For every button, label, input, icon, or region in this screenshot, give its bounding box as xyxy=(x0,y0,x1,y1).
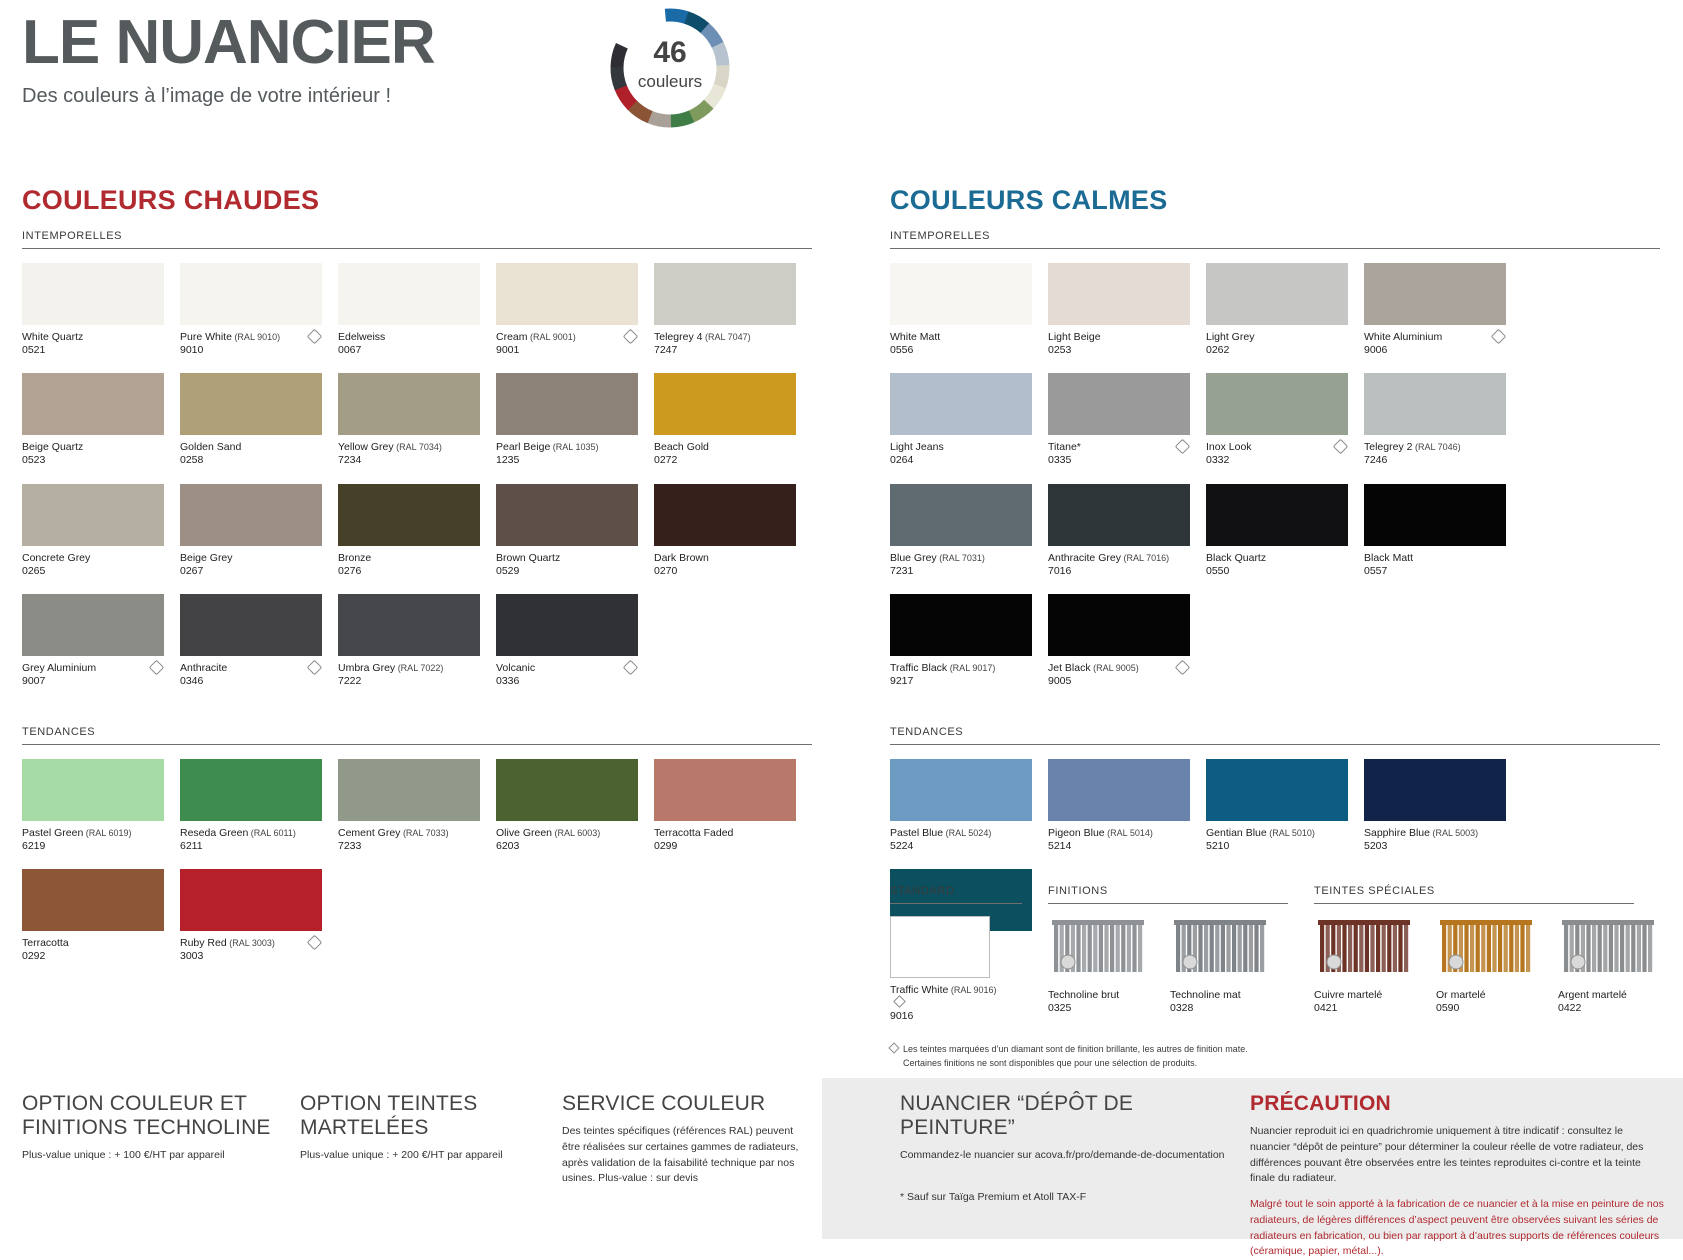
color-ral: (RAL 7034) xyxy=(393,442,442,453)
color-swatch xyxy=(1206,484,1348,546)
color-swatch-cell xyxy=(890,484,1048,578)
color-swatch xyxy=(180,263,322,325)
color-swatch-cell xyxy=(338,759,496,853)
precaution-title: PRÉCAUTION xyxy=(1250,1092,1391,1115)
color-ral: (RAL 5010) xyxy=(1266,828,1315,838)
color-swatch-cell xyxy=(1048,263,1206,357)
color-swatch-cell xyxy=(1048,759,1206,853)
color-code: 7247 xyxy=(654,344,678,357)
color-swatch xyxy=(1048,263,1190,325)
color-code: 0557 xyxy=(1364,564,1388,577)
color-swatch-cell xyxy=(180,263,338,357)
standard-title: STANDARD xyxy=(890,885,1022,904)
color-swatch-cell xyxy=(1048,484,1206,578)
color-swatch-cell xyxy=(180,373,338,467)
warm-colors-column xyxy=(22,185,812,980)
color-name: Telegrey 2 (RAL 7046) xyxy=(1364,441,1461,454)
precaution-text: Nuancier reproduit ici en quadrichromie uniquement à titre indicatif : consultez le nuancier “dépôt de peinture” pour déterminer la couleur réelle de votre radiateur, des différences pouvant être observées entre les teintes reproduites ci-contre et la teinte finale du radiateur. xyxy=(1250,1125,1644,1185)
color-code: 0421 xyxy=(1314,1002,1338,1015)
color-code: 0556 xyxy=(890,344,914,357)
option-teintes-text: Plus-value unique : + 200 €/HT par appareil xyxy=(300,1149,503,1162)
color-name: Beige Quartz xyxy=(22,441,84,454)
color-swatch-cell xyxy=(22,373,180,467)
color-name: Light Grey xyxy=(1206,331,1255,343)
color-code: 9006 xyxy=(1364,344,1388,357)
color-name: Dark Brown xyxy=(654,551,709,564)
color-swatch xyxy=(22,759,164,821)
color-name: Gentian Blue (RAL 5010) xyxy=(1206,827,1315,839)
page-title: LE NUANCIER xyxy=(22,8,435,77)
nuancier-depot-block xyxy=(900,1092,1230,1206)
option-couleur-block xyxy=(22,1092,272,1164)
color-ral: (RAL 7022) xyxy=(395,662,444,673)
color-code: 7234 xyxy=(338,454,362,467)
teintes-speciales-items xyxy=(1314,916,1634,1015)
color-code: 9016 xyxy=(890,1010,914,1023)
option-couleur-title: OPTION COULEUR ET FINITIONS TECHNOLINE xyxy=(22,1092,271,1140)
color-name: Argent martelé xyxy=(1558,989,1627,1001)
radiator-icon xyxy=(1558,916,1658,978)
color-swatch-cell xyxy=(22,759,180,853)
color-name: Olive Green (RAL 6003) xyxy=(496,827,601,839)
warm-colors-title: COULEURS CHAUDES xyxy=(22,185,320,215)
calm-colors-column xyxy=(890,185,1660,980)
finish-item xyxy=(1436,916,1546,1015)
color-name: Inox Look xyxy=(1206,441,1252,454)
color-ral: (RAL 5024) xyxy=(943,828,992,838)
color-swatch-cell xyxy=(890,373,1048,467)
color-swatch xyxy=(1364,484,1506,546)
color-name: Technoline mat xyxy=(1170,989,1241,1001)
color-name: Edelweiss xyxy=(338,331,386,343)
calm-timeless-label: INTEMPORELLES xyxy=(890,230,1660,249)
color-name: Blue Grey (RAL 7031) xyxy=(890,551,985,564)
color-name: Jet Black (RAL 9005) xyxy=(1048,661,1139,674)
badge-label: couleurs xyxy=(637,72,703,91)
page-subtitle: Des couleurs à l’image de votre intérieur ! xyxy=(22,85,392,108)
color-ral: (RAL 9001) xyxy=(527,332,576,342)
color-name: Volcanic xyxy=(496,661,536,674)
color-code: 0529 xyxy=(496,564,520,577)
finish-footnote xyxy=(890,1043,1650,1070)
color-swatch-cell xyxy=(22,594,180,688)
color-swatch-cell xyxy=(1048,373,1206,467)
footnote-line-1: Les teintes marquées d’un diamant sont de finition brillante, les autres de finition mate. xyxy=(903,1044,1248,1054)
finitions-title: FINITIONS xyxy=(1048,885,1288,904)
color-name: Black Quartz xyxy=(1206,551,1267,564)
color-swatch xyxy=(654,484,796,546)
color-swatch-cell xyxy=(1048,594,1206,688)
color-code: 7231 xyxy=(890,564,914,577)
color-name: Concrete Grey xyxy=(22,551,91,564)
color-name: Grey Aluminium xyxy=(22,661,97,674)
color-code: 0590 xyxy=(1436,1002,1460,1015)
color-name: Brown Quartz xyxy=(496,551,561,564)
color-swatch-cell xyxy=(654,263,812,357)
color-swatch-cell xyxy=(654,484,812,578)
service-couleur-title: SERVICE COULEUR xyxy=(562,1092,766,1115)
color-name: Pastel Blue (RAL 5024) xyxy=(890,827,992,839)
color-name: Beach Gold xyxy=(654,441,709,454)
color-name: Sapphire Blue (RAL 5003) xyxy=(1364,827,1479,839)
color-name: Terracotta xyxy=(22,937,69,950)
color-swatch xyxy=(22,869,164,931)
color-swatch xyxy=(1048,484,1190,546)
color-ral: (RAL 6003) xyxy=(552,828,601,838)
nuancier-depot-title: NUANCIER “DÉPÔT DE PEINTURE” xyxy=(900,1092,1134,1140)
color-name: Bronze xyxy=(338,551,372,564)
color-swatch xyxy=(1048,759,1190,821)
color-swatch xyxy=(338,594,480,656)
color-swatch xyxy=(180,759,322,821)
color-swatch xyxy=(890,759,1032,821)
color-code: 0346 xyxy=(180,674,204,687)
color-code: 1235 xyxy=(496,454,520,467)
color-swatch-cell xyxy=(496,759,654,853)
color-code: 9005 xyxy=(1048,674,1072,687)
color-swatch-cell xyxy=(1364,484,1522,578)
color-swatch xyxy=(22,594,164,656)
color-swatch-cell xyxy=(496,594,654,688)
color-code: 0267 xyxy=(180,564,204,577)
color-code: 5214 xyxy=(1048,840,1072,853)
calm-timeless-grid xyxy=(890,263,1660,704)
color-ral: (RAL 7031) xyxy=(936,552,985,563)
color-swatch xyxy=(1364,759,1506,821)
option-teintes-title: OPTION TEINTES MARTELÉES xyxy=(300,1092,478,1140)
option-couleur-text: Plus-value unique : + 100 €/HT par appareil xyxy=(22,1149,225,1162)
color-ral: (RAL 7046) xyxy=(1412,442,1461,453)
color-name: Pigeon Blue (RAL 5014) xyxy=(1048,827,1153,839)
radiator-icon xyxy=(1314,916,1414,978)
color-swatch-cell xyxy=(180,484,338,578)
color-name: Traffic Black (RAL 9017) xyxy=(890,661,996,674)
color-name: Ruby Red (RAL 3003) xyxy=(180,937,275,950)
color-swatch xyxy=(1206,373,1348,435)
color-swatch-cell xyxy=(890,594,1048,688)
color-swatch xyxy=(1206,263,1348,325)
color-name: Pastel Green (RAL 6019) xyxy=(22,827,132,839)
color-ral: (RAL 5003) xyxy=(1429,828,1479,838)
color-name: Umbra Grey (RAL 7022) xyxy=(338,661,444,674)
color-swatch xyxy=(890,594,1032,656)
color-code: 3003 xyxy=(180,950,204,963)
footnote-line-2: Certaines finitions ne sont disponibles que pour une sélection de produits. xyxy=(903,1057,1198,1068)
radiator-icon xyxy=(1048,916,1148,978)
color-ral: (RAL 9016) xyxy=(948,985,997,995)
color-swatch-cell xyxy=(496,373,654,467)
color-swatch xyxy=(654,263,796,325)
finish-item xyxy=(890,916,1000,1023)
color-name: Pure White (RAL 9010) xyxy=(180,331,281,343)
color-name: Reseda Green (RAL 6011) xyxy=(180,827,296,839)
color-code: 0262 xyxy=(1206,344,1230,357)
gloss-diamond-icon xyxy=(893,995,906,1008)
bottom-bar xyxy=(0,1078,1683,1258)
color-ral: (RAL 7033) xyxy=(400,828,449,838)
color-name: Cement Grey (RAL 7033) xyxy=(338,827,449,839)
color-swatch xyxy=(1048,373,1190,435)
standard-block xyxy=(890,885,1022,1023)
color-name: Black Matt xyxy=(1364,551,1414,564)
color-name: Technoline brut xyxy=(1048,989,1120,1001)
color-swatch-cell xyxy=(496,263,654,357)
color-count-badge xyxy=(600,6,740,134)
finitions-block xyxy=(1048,885,1288,1023)
color-name: Terracotta Faded xyxy=(654,827,734,839)
color-swatch xyxy=(338,759,480,821)
color-code: 6203 xyxy=(496,840,520,853)
color-code: 9217 xyxy=(890,674,914,687)
color-code: 0258 xyxy=(180,454,204,467)
color-code: 0276 xyxy=(338,564,362,577)
color-code: 0328 xyxy=(1170,1002,1194,1015)
color-swatch-cell xyxy=(890,759,1048,853)
color-swatch-cell xyxy=(1206,484,1364,578)
color-swatch-cell xyxy=(1206,373,1364,467)
color-swatch xyxy=(890,916,990,978)
color-name: Anthracite Grey (RAL 7016) xyxy=(1048,551,1170,564)
calm-colors-title: COULEURS CALMES xyxy=(890,185,1168,215)
color-swatch-cell xyxy=(338,484,496,578)
color-code: 0292 xyxy=(22,950,46,963)
teintes-speciales-block xyxy=(1314,885,1634,1023)
color-ral: (RAL 1035) xyxy=(550,442,599,453)
color-swatch-cell xyxy=(654,373,812,467)
calm-trends-label: TENDANCES xyxy=(890,726,1660,745)
color-code: 0270 xyxy=(654,564,678,577)
finish-item xyxy=(1314,916,1424,1015)
precaution-text-red: Malgré tout le soin apporté à la fabrication de ce nuancier et à la mise en peinture de nos radiateurs, de légères différences d’aspect peuvent être observées suivant les séries de radiateurs en fabrication, ou bien par rapport à d’autres supports de références couleurs (céramique, papier, métal...). xyxy=(1250,1198,1664,1258)
color-name: Beige Grey xyxy=(180,551,233,564)
standard-items xyxy=(890,916,1022,1023)
precaution-block xyxy=(1250,1092,1665,1260)
finish-blocks xyxy=(890,885,1660,1023)
color-swatch xyxy=(1048,594,1190,656)
color-code: 0422 xyxy=(1558,1002,1582,1015)
color-swatch-cell xyxy=(338,263,496,357)
color-name: Or martelé xyxy=(1436,989,1486,1001)
finitions-items xyxy=(1048,916,1288,1015)
color-name: Traffic White (RAL 9016) xyxy=(890,984,1000,1010)
color-swatch xyxy=(180,869,322,931)
color-swatch-cell xyxy=(22,484,180,578)
color-swatch-cell xyxy=(1364,759,1522,853)
color-code: 9001 xyxy=(496,344,520,357)
color-swatch xyxy=(1206,759,1348,821)
color-code: 6219 xyxy=(22,840,46,853)
teintes-speciales-title: TEINTES SPÉCIALES xyxy=(1314,885,1634,904)
color-swatch xyxy=(22,484,164,546)
color-code: 0253 xyxy=(1048,344,1072,357)
color-swatch-cell xyxy=(22,869,180,963)
color-swatch xyxy=(496,263,638,325)
color-code: 0264 xyxy=(890,454,914,467)
color-name: White Aluminium xyxy=(1364,331,1443,343)
color-ral: (RAL 3003) xyxy=(226,938,275,949)
color-swatch-cell xyxy=(22,263,180,357)
badge-number: 46 xyxy=(653,36,687,69)
color-swatch-cell xyxy=(654,759,812,853)
warm-trends-label: TENDANCES xyxy=(22,726,812,745)
color-name: Cream (RAL 9001) xyxy=(496,331,576,343)
service-couleur-block xyxy=(562,1092,802,1187)
diamond-icon xyxy=(888,1042,899,1053)
finish-item xyxy=(1558,916,1668,1015)
color-code: 9010 xyxy=(180,344,204,357)
color-swatch xyxy=(496,484,638,546)
color-swatch xyxy=(338,484,480,546)
finish-item xyxy=(1170,916,1280,1015)
color-code: 0550 xyxy=(1206,564,1230,577)
color-code: 7016 xyxy=(1048,564,1072,577)
option-teintes-block xyxy=(300,1092,520,1164)
color-ral: (RAL 9005) xyxy=(1090,662,1139,673)
radiator-icon xyxy=(1436,916,1536,978)
color-code: 7246 xyxy=(1364,454,1388,467)
color-swatch xyxy=(338,263,480,325)
color-ral: (RAL 9017) xyxy=(947,662,996,673)
warm-timeless-label: INTEMPORELLES xyxy=(22,230,812,249)
color-name: Cuivre martelé xyxy=(1314,989,1383,1001)
color-code: 6211 xyxy=(180,840,203,853)
color-name: White Quartz xyxy=(22,331,84,343)
color-swatch xyxy=(180,594,322,656)
color-swatch-cell xyxy=(338,373,496,467)
color-name: White Matt xyxy=(890,331,941,343)
color-code: 0067 xyxy=(338,344,362,357)
color-swatch xyxy=(890,263,1032,325)
color-code: 0336 xyxy=(496,674,520,687)
color-ral: (RAL 5014) xyxy=(1104,828,1153,838)
color-swatch xyxy=(496,594,638,656)
color-name: Pearl Beige (RAL 1035) xyxy=(496,441,599,454)
color-swatch xyxy=(496,373,638,435)
color-name: Light Beige xyxy=(1048,331,1101,343)
color-swatch xyxy=(180,484,322,546)
color-code: 0521 xyxy=(22,344,46,357)
color-code: 9007 xyxy=(22,674,46,687)
warm-timeless-grid xyxy=(22,263,812,704)
color-name: Golden Sand xyxy=(180,441,242,454)
color-swatch-cell xyxy=(1364,373,1522,467)
color-code: 7222 xyxy=(338,674,362,687)
color-swatch xyxy=(890,484,1032,546)
finish-item xyxy=(1048,916,1158,1015)
color-swatch xyxy=(654,373,796,435)
color-swatch xyxy=(654,759,796,821)
color-swatch-cell xyxy=(180,869,338,963)
color-swatch-cell xyxy=(338,594,496,688)
color-code: 0299 xyxy=(654,840,678,853)
color-code: 0272 xyxy=(654,454,678,467)
color-name: Telegrey 4 (RAL 7047) xyxy=(654,331,751,343)
color-swatch xyxy=(22,263,164,325)
color-ral: (RAL 6011) xyxy=(248,828,296,838)
color-swatch xyxy=(1364,263,1506,325)
color-swatch xyxy=(22,373,164,435)
color-swatch xyxy=(890,373,1032,435)
color-code: 5203 xyxy=(1364,840,1388,853)
color-wheel-icon xyxy=(600,6,740,134)
color-swatch-cell xyxy=(496,484,654,578)
warm-trends-grid xyxy=(22,759,812,980)
color-code: 0523 xyxy=(22,454,46,467)
color-swatch-cell xyxy=(1364,263,1522,357)
color-name: Titane* xyxy=(1048,441,1081,454)
color-swatch-cell xyxy=(180,594,338,688)
color-name: Light Jeans xyxy=(890,441,944,454)
color-swatch xyxy=(496,759,638,821)
color-swatch xyxy=(180,373,322,435)
radiator-icon xyxy=(1170,916,1270,978)
color-name: Yellow Grey (RAL 7034) xyxy=(338,441,442,454)
color-code: 5224 xyxy=(890,840,914,853)
color-code: 7233 xyxy=(338,840,362,853)
color-name: Anthracite xyxy=(180,661,228,674)
color-swatch-cell xyxy=(1206,759,1364,853)
color-code: 0265 xyxy=(22,564,46,577)
service-couleur-text: Des teintes spécifiques (références RAL) peuvent être réalisées sur certaines gammes de radiateurs, après validation de la faisabilité technique par nos usines. Plus-value : sur devis xyxy=(562,1125,799,1185)
color-code: 5210 xyxy=(1206,840,1230,853)
nuancier-depot-text: Commandez-le nuancier sur acova.fr/pro/demande-de-documentation xyxy=(900,1149,1225,1162)
color-swatch xyxy=(1364,373,1506,435)
nuancier-depot-note: * Sauf sur Taïga Premium et Atoll TAX-F xyxy=(900,1191,1087,1204)
color-ral: (RAL 7047) xyxy=(702,332,751,342)
color-code: 0325 xyxy=(1048,1002,1072,1015)
color-swatch-cell xyxy=(180,759,338,853)
color-swatch-cell xyxy=(890,263,1048,357)
color-ral: (RAL 6019) xyxy=(83,828,132,838)
color-ral: (RAL 7016) xyxy=(1120,552,1170,563)
color-code: 0335 xyxy=(1048,454,1072,467)
color-swatch xyxy=(338,373,480,435)
color-code: 0332 xyxy=(1206,454,1230,467)
color-swatch-cell xyxy=(1206,263,1364,357)
color-ral: (RAL 9010) xyxy=(231,332,281,342)
